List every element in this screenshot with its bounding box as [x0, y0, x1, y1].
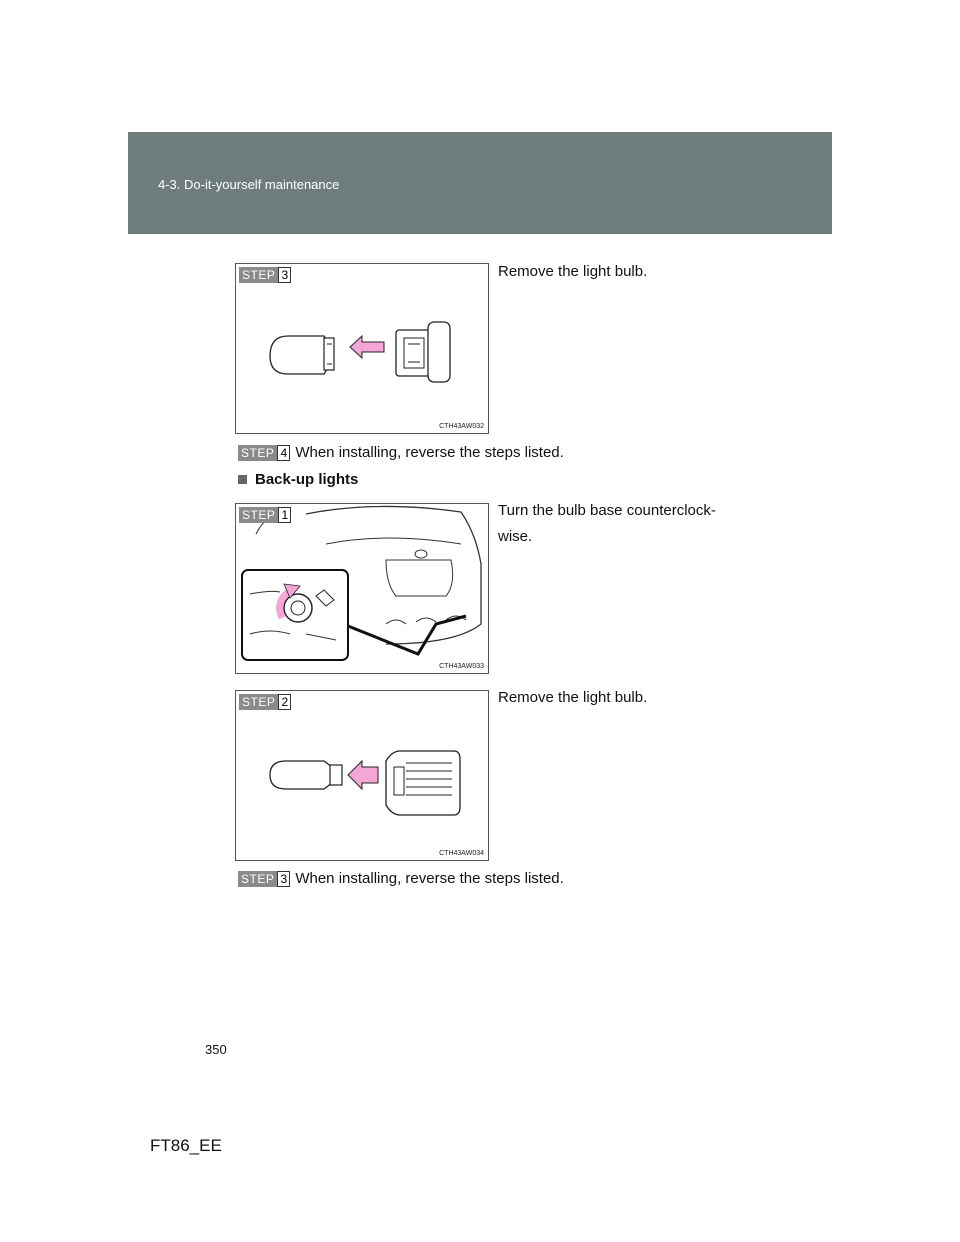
bulb-removal-illustration: [236, 691, 488, 860]
figure-caption: Turn the bulb base counterclock-wise.: [498, 502, 716, 545]
bullet-square-icon: [238, 475, 247, 484]
step-badge: [238, 871, 290, 887]
step-badge-number: 2: [278, 694, 291, 710]
step-badge: [238, 445, 290, 461]
step-badge: [239, 694, 291, 710]
figure-remove-bulb-1: [235, 263, 489, 434]
subheading: [238, 471, 358, 488]
page-number: 350: [205, 1042, 227, 1057]
step-text: When installing, reverse the steps listed.: [295, 444, 564, 461]
step-badge-number: 3: [278, 267, 291, 283]
step-badge-label: STEP: [239, 694, 278, 710]
figure-code: CTH43AW034: [439, 850, 484, 857]
step-badge-number: 3: [277, 871, 290, 887]
bulb-removal-illustration: [236, 264, 488, 433]
figure-turn-bulb-base: [235, 503, 489, 674]
page-header: [128, 132, 832, 234]
section-title: 4-3. Do-it-yourself maintenance: [158, 177, 340, 192]
figure-remove-bulb-2: [235, 690, 489, 861]
step-text: When installing, reverse the steps listed.: [295, 870, 564, 887]
step-badge-label: STEP: [238, 871, 277, 887]
step-badge: [239, 507, 291, 523]
figure-caption: Remove the light bulb.: [498, 689, 648, 706]
step-badge-label: STEP: [239, 507, 278, 523]
car-rear-illustration: [236, 504, 488, 673]
step-badge-number: 1: [278, 507, 291, 523]
step-line: [238, 444, 564, 461]
step-badge: [239, 267, 291, 283]
step-line: [238, 870, 564, 887]
step-badge-label: STEP: [238, 445, 277, 461]
footer-code: FT86_EE: [150, 1136, 222, 1155]
figure-code: CTH43AW032: [439, 423, 484, 430]
figure-caption: Remove the light bulb.: [498, 263, 648, 280]
subheading-text: Back-up lights: [255, 471, 359, 488]
step-badge-label: STEP: [239, 267, 278, 283]
step-badge-number: 4: [277, 445, 290, 461]
figure-code: CTH43AW033: [439, 663, 484, 670]
